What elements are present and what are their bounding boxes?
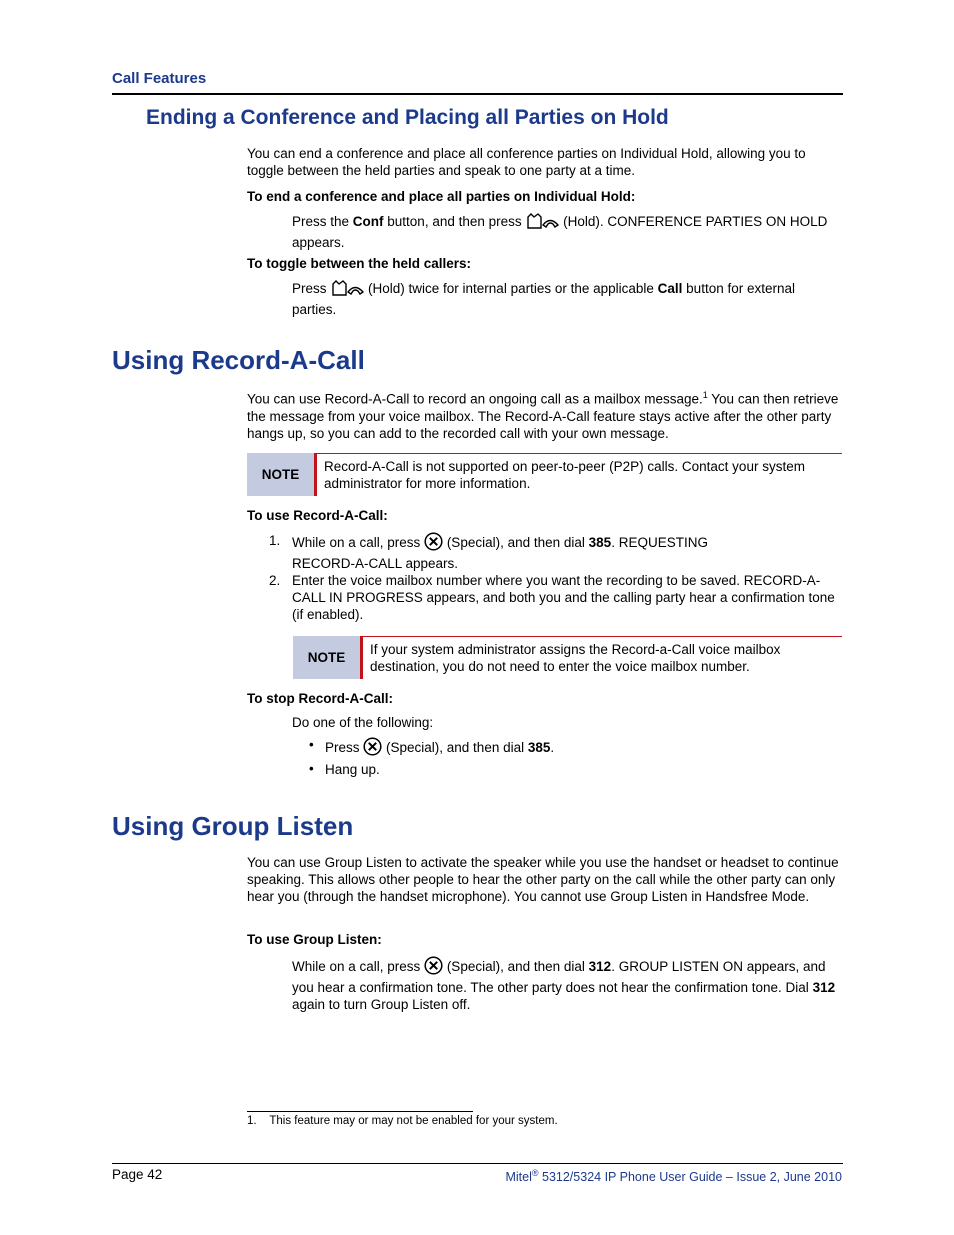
step-number: 2. bbox=[269, 573, 281, 588]
step-number: 1. bbox=[269, 533, 281, 548]
hold-phone-icon bbox=[330, 279, 364, 301]
running-header: Call Features bbox=[112, 70, 207, 87]
record-use-lead: To use Record-A-Call: bbox=[247, 508, 388, 523]
conference-proc2-step: Press (Hold) twice for internal parties or the applicable Call button for external parties. bbox=[292, 281, 795, 317]
note-label: NOTE bbox=[247, 453, 314, 496]
note-box bbox=[293, 636, 842, 679]
note-box bbox=[247, 453, 842, 496]
footnote: 1. This feature may or may not be enabled for your system. bbox=[247, 1115, 558, 1127]
record-stop-intro: Do one of the following: bbox=[292, 715, 434, 730]
note-text: Record-A-Call is not supported on peer-to-peer (P2P) calls. Contact your system administrator for more information. bbox=[317, 453, 842, 496]
page-number: Page 42 bbox=[112, 1167, 163, 1182]
record-heading: Using Record-A-Call bbox=[112, 345, 365, 375]
group-step: While on a call, press (Special), and then dial 312. GROUP LISTEN ON appears, and you hear a confirmation tone. The other party does not hear the confirmation tone. Dial 312 again to turn Group Listen off. bbox=[292, 956, 842, 1013]
bullet-marker: • bbox=[309, 761, 314, 776]
conference-proc1-step: Press the Conf button, and then press (Hold). CONFERENCE PARTIES ON HOLD appears. bbox=[292, 214, 828, 250]
conference-proc1-lead: To end a conference and place all parties on Individual Hold: bbox=[247, 189, 636, 204]
footnote-rule bbox=[247, 1111, 473, 1112]
record-step-2: Enter the voice mailbox number where you want the recording to be saved. RECORD-A-CALL IN PROGRESS appears, and both you and the calling party hear a confirmation tone (if enabled). bbox=[292, 573, 835, 622]
group-intro: You can use Group Listen to activate the speaker while you use the handset or headset to continue speaking. This allows other people to hear the other party on the call while the other party can only hear you (through the handset microphone). You cannot use Group Listen in Handsfree Mode. bbox=[247, 855, 839, 904]
conference-heading: Ending a Conference and Placing all Parties on Hold bbox=[146, 106, 669, 129]
hold-phone-icon bbox=[525, 212, 559, 234]
header-rule bbox=[112, 93, 843, 95]
note-text: If your system administrator assigns the Record-a-Call voice mailbox destination, you do not need to enter the voice mailbox number. bbox=[363, 636, 842, 679]
record-intro: You can use Record-A-Call to record an ongoing call as a mailbox message.$^1$ You can then retrieve the message from your voice mailbox. The Record-A-Call feature stays active after the other party hangs up, so you can add to the recorded call with your own message. bbox=[247, 390, 839, 441]
document-title: Mitel® 5312/5324 IP Phone User Guide – Issue 2, June 2010 bbox=[505, 1168, 842, 1185]
note-label: NOTE bbox=[293, 636, 360, 679]
group-heading: Using Group Listen bbox=[112, 811, 354, 841]
record-step-1: While on a call, press (Special), and then dial 385. REQUESTING RECORD-A-CALL appears. bbox=[292, 532, 742, 572]
special-x-circle-icon bbox=[424, 956, 443, 979]
special-x-circle-icon bbox=[363, 737, 382, 760]
conference-proc2-lead: To toggle between the held callers: bbox=[247, 256, 472, 271]
group-use-lead: To use Group Listen: bbox=[247, 932, 382, 947]
conference-intro: You can end a conference and place all conference parties on Individual Hold, allowing you to toggle between the held parties and speak to one party at a time. bbox=[247, 146, 806, 178]
bullet-marker: • bbox=[309, 737, 314, 752]
record-stop-lead: To stop Record-A-Call: bbox=[247, 691, 393, 706]
record-stop-bullet-1: Press (Special), and then dial 385. bbox=[325, 737, 825, 760]
special-x-circle-icon bbox=[424, 532, 443, 555]
footer-rule bbox=[112, 1163, 843, 1164]
record-stop-bullet-2: Hang up. bbox=[325, 762, 380, 777]
